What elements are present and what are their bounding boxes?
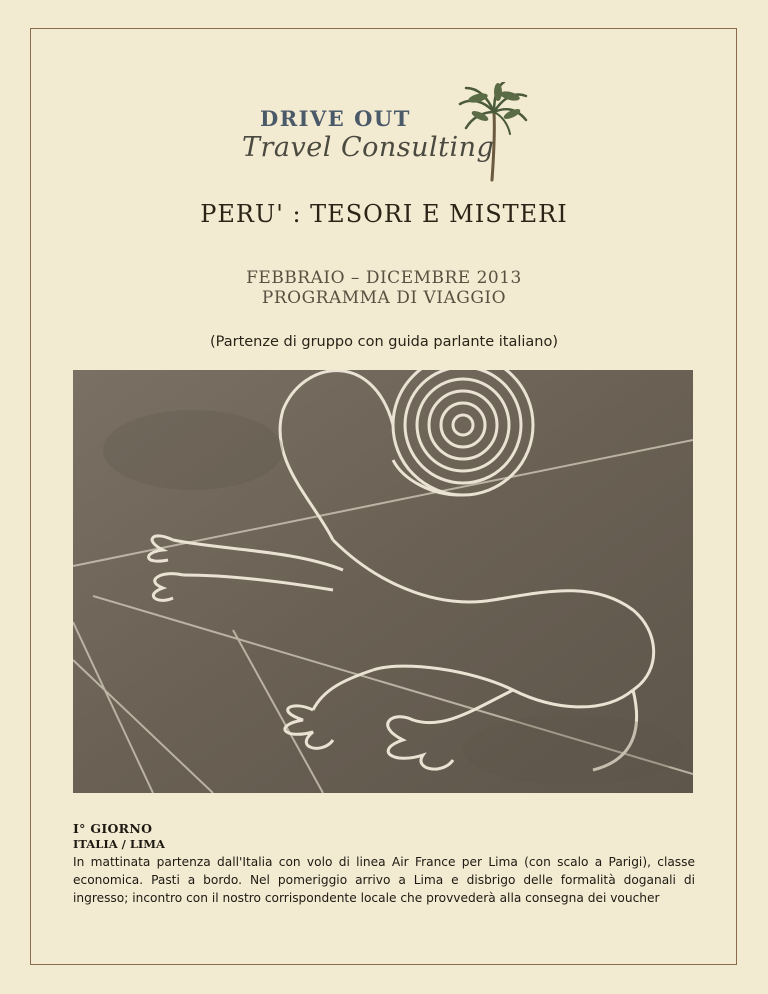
program-subtitle: PROGRAMMA DI VIAGGIO — [261, 288, 507, 308]
page-title: PERU' : TESORI E MISTERI — [200, 200, 568, 228]
group-note: (Partenze di gruppo con guida parlante italiano) — [209, 334, 558, 350]
palm-tree-icon — [458, 82, 528, 182]
brand-logo — [240, 82, 530, 182]
nazca-monkey-photo — [73, 370, 693, 793]
period-subtitle: FEBBRAIO – DICEMBRE 2013 — [246, 268, 522, 288]
day-route: ITALIA / LIMA — [73, 837, 165, 851]
day-heading: I° GIORNO — [73, 821, 153, 836]
day-description: In mattinata partenza dall'Italia con volo di linea Air France per Lima (con scalo a Parigi), classe economica. Pasti a bordo. Nel pomeriggio arrivo a Lima e disbrigo delle formalità doganali di ingresso; incontro con il nostro corrispondente locale che provvederà alla consegna dei voucher — [73, 855, 695, 905]
brand-tagline: Travel Consulting — [242, 132, 495, 163]
brand-name: DRIVE OUT — [260, 106, 411, 131]
